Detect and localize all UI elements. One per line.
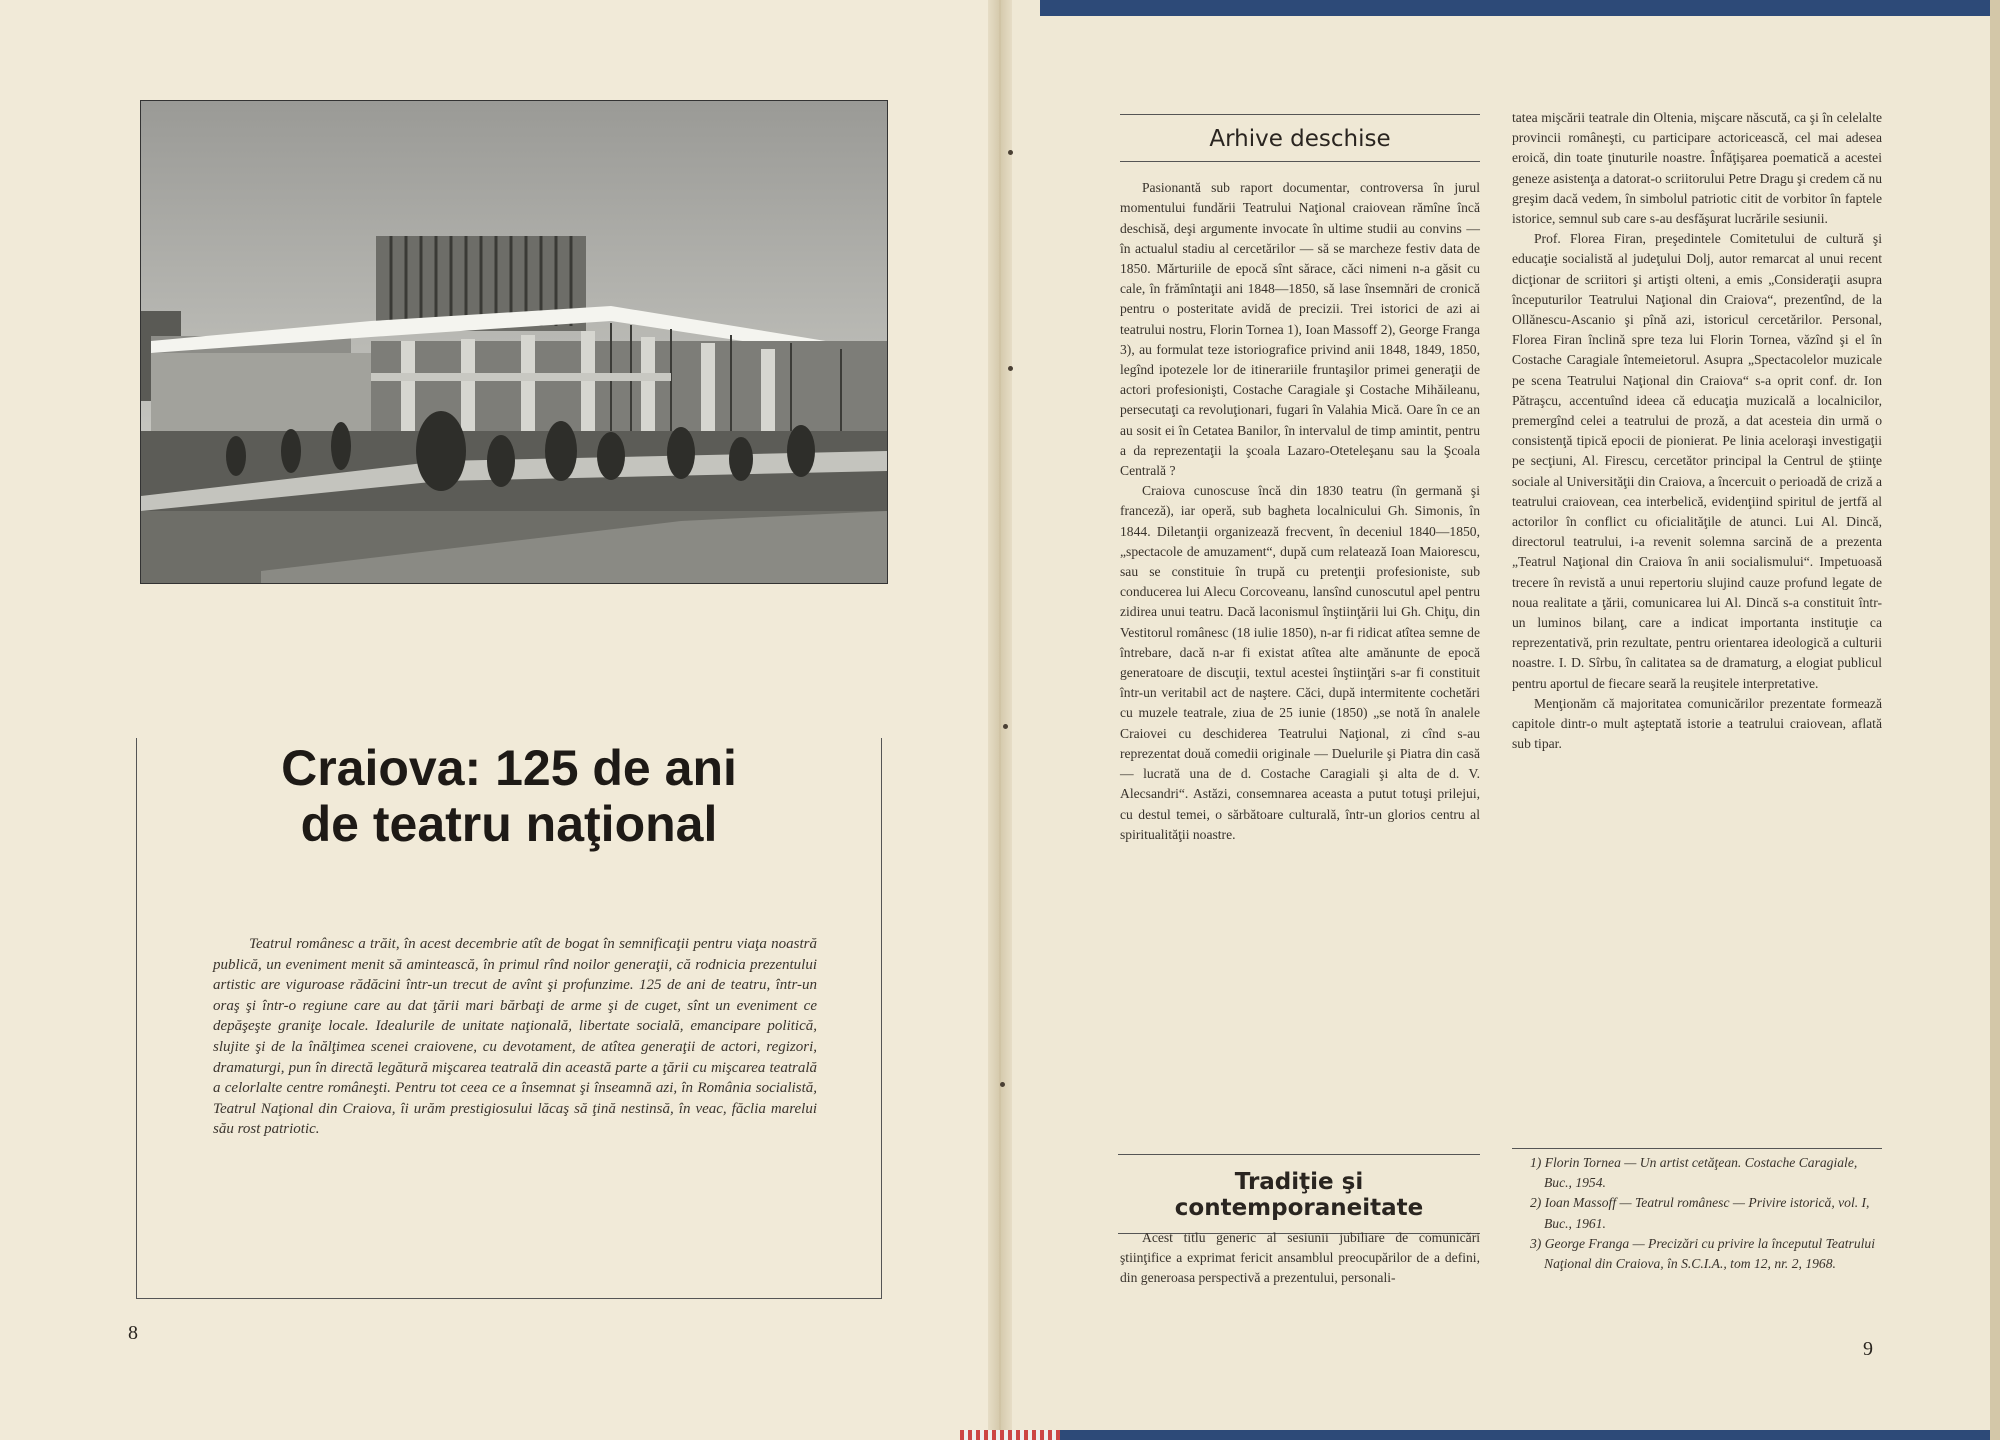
- print-speck: [1008, 150, 1013, 155]
- binding-thread: [960, 1430, 1060, 1440]
- col1-paragraph-2: Craiova cunoscuse încă din 1830 teatru (în germană şi franceză), iar operă, sub bagheta localnicului Gh. Simonis, în 1844. Diletanţii organizează frecvent, în deceniul 1840—1850, „spectacole de amuzament“, după cum relatează Ioan Maiorescu, sau se constituie în trupă cu pretenţii profesioniste, sub conducerea lui Alecu Corcoveanu, lansînd cunoscutul apel pentru zidirea unui teatru. Dacă laconismul înştiinţării lui Gh. Chiţu, din Vestitorul românesc (18 iulie 1850), n-ar fi ridicat atîtea semne de întrebare, dacă n-ar fi existat atîtea alte amănunte de epocă generatoare de discuţii, textul acestei înştiinţări s-ar fi constituit într-un veritabil act de naştere. Căci, după intermitente cochetări cu muzele teatrale, ziua de 25 iunie (1850) „se notă în analele Craiovei cu deschiderea Teatrului Naţional, zi cînd s-au reprezentat două comedii originale — Duelurile şi Piatra din casă — lucrată una de d. Costache Caragiali şi alta de d. V. Alecsandri“. Astăzi, consemnarea aceasta a putut totuşi prilejui, cu destul temei, o sărbătoare culturală, într-un glorios centru al spiritualităţii noastre.: [1120, 483, 1480, 842]
- section-heading-archives: Arhive deschise: [1120, 114, 1480, 162]
- title-line-1: Craiova: 125 de ani: [281, 740, 737, 796]
- footnote-2: 2) Ioan Massoff — Teatrul românesc — Privire istorică, vol. I, Buc., 1961.: [1530, 1195, 1870, 1231]
- col2-paragraph-3: Menţionăm că majoritatea comunicărilor prezentate formează capitole dintr-o mult aşteptată istorie a teatrului craiovean, aflată sub tipar.: [1512, 695, 1882, 752]
- column-1: [1120, 108, 1480, 845]
- cover-edge-bottom: [1060, 1430, 2000, 1440]
- page-number-left: 8: [128, 1322, 138, 1344]
- column-2: [1512, 108, 1882, 755]
- page-edge-right: [1990, 0, 2000, 1440]
- footnotes: [1512, 1148, 1882, 1274]
- col2-paragraph-1: tatea mişcării teatrale din Oltenia, mişcare născută, ca şi în celelalte provincii româneşti, cu participare actoricească, cel mai adesea eroică, din toate ţinuturile noastre. Înfăţişarea poematică a acestei geneze asistenţa a datorat-o scriitorului Petre Dragu şi credem că nu greşim dacă vedem, în simbolul patriotic citit de vorbitor în faptele istorice, semnul sub care s-au desfăşurat lucrările sesiunii.: [1512, 110, 1882, 227]
- footnote-1: 1) Florin Tornea — Un artist cetăţean. Costache Caragiale, Buc., 1954.: [1530, 1155, 1858, 1191]
- page-number-right: 9: [1863, 1338, 1873, 1360]
- print-speck: [1003, 724, 1008, 729]
- footnote-3: 3) George Franga — Precizări cu privire la începutul Teatrului Naţional din Craiova, în S.C.I.A., tom 12, nr. 2, 1968.: [1530, 1235, 1875, 1272]
- theatre-building-photo: [140, 100, 888, 584]
- title-frame: [136, 738, 882, 1299]
- cover-edge-top: [1040, 0, 2000, 16]
- section-heading-tradition: Tradiţie şi contemporaneitate: [1118, 1154, 1480, 1234]
- print-speck: [1000, 1082, 1005, 1087]
- print-speck: [1008, 366, 1013, 371]
- intro-paragraph: Teatrul românesc a trăit, în acest decembrie atît de bogat în semnificaţii pentru viaţa noastră publică, un eveniment menit să amintească, în primul rînd noilor generaţii, că rodnicia prezentului artistic are viguroase rădăcini într-un trecut de avînt şi profunzime. 125 de ani de teatru, într-un oraş şi într-o regiune care au dat ţării mari bărbaţi de arme şi de cuget, sînt un eveniment ce depăşeşte graniţe locale. Idealurile de unitate naţională, libertate socială, emancipare politică, slujite şi de la înălţimea scenei craiovene, cu devotament, de atîtea generaţii de actori, regizori, dramaturgi, pun în directă legătură mişcarea teatrală din această parte a ţării cu mişcarea teatrală a celorlalte centre româneşti. Pentru tot ceea ce a însemnat şi înseamnă azi, în România socialistă, Teatrul Naţional din Craiova, îi urăm prestigiosului lăcaş să ţină nestinsă, în veac, făclia marelui său rost patriotic.: [213, 936, 817, 1138]
- col1-paragraph-1: Pasionantă sub raport documentar, controversa în jurul momentului fundării Teatrului Naţional craiovean rămîne încă deschisă, deşi argumente invocate în ultime studii au convins — în actualul stadiu al cercetărilor — să se marcheze festiv data de 1850. Mărturiile de epocă sînt sărace, căci nimeni n-a găsit cu cale, în frămîntaţii ani 1848—1850, să lase însemnări de cronică pentru o posteritate avidă de precizii. Trei istorici de azi ai teatrului nostru, Florin Tornea 1), Ioan Massoff 2), George Franga 3), au formulat teze istoriografice privind anii 1848, 1849, 1850, legînd ipotezele lor de itinerariile fruntaşilor primei generaţii de actori profesionişti, Costache Caragiale şi Costache Mihăileanu, persecutaţi ca revoluţionari, fugari în Valahia Mică. Oare în ce an au sosit ei în Cetatea Banilor, în intervalul de timp amintit, pentru a da reprezentaţii la şcoala Lazaro-Oteteleşanu sau la Şcoala Centrală ?: [1120, 180, 1480, 479]
- title-line-2: de teatru naţional: [300, 796, 718, 852]
- tradition-text: [1120, 1228, 1480, 1289]
- col2-paragraph-2: Prof. Florea Firan, preşedintele Comitetului de cultură şi educaţie socialistă al judeţului Dolj, autor remarcat al unui recent dicţionar de scriitori şi artişti olteni, a emis „Consideraţii asupra începuturilor Teatrului Naţional din Craiova“, prezentînd, de la Ollănescu-Ascanio şi pînă azi, istoricul cercetărilor. Personal, Florea Firan înclină spre teza lui Florin Tornea, văzînd şi el în Costache Caragiale întemeietorul. Asupra „Spectacolelor muzicale pe scena Teatrului Naţional din Craiova“ s-a oprit conf. dr. Ion Pătraşcu, accentuînd ideea că educaţia muzicală a localnicilor, premergînd celei a teatrului de proză, a dat acesteia din urmă o consistenţă tipică epocii de pionierat. Pe linia aceloraşi investigaţii pe secţiuni, Al. Firescu, cercetător principal la Centrul de ştiinţe sociale al Universităţii din Craiova, a încercuit o perioadă de criză a teatrului craiovean, cea interbelică, evidenţiind spiritul de jertfă al actorilor în conflict cu oficialităţile de atunci. Lui Al. Dincă, directorul teatrului, i-a revenit solemna sarcină de a prezenta „Teatrul Naţional din Craiova în anii socialismului“. Impetuoasă trecere în revistă a unui repertoriu slujind cauze profund legate de noua realitate a ţării, comunicarea lui Al. Dincă s-a constituit într-un luminos bilanţ, care a indicat importanta instituţie ca reprezentativă, prin rezultate, pentru orientarea ideologică a culturii noastre. I. D. Sîrbu, în calitatea sa de dramaturg, a elogiat publicul pentru aportul de fiecare seară la reuşitele interpretative.: [1512, 231, 1882, 691]
- tradition-paragraph: Acest titlu generic al sesiunii jubiliare de comunicări ştiinţifice a exprimat fericit ansamblul preocupărilor de a defini, din generoasa perspectivă a prezentului, personali-: [1120, 1230, 1480, 1286]
- book-gutter: [988, 0, 1012, 1440]
- article-title: [137, 740, 881, 852]
